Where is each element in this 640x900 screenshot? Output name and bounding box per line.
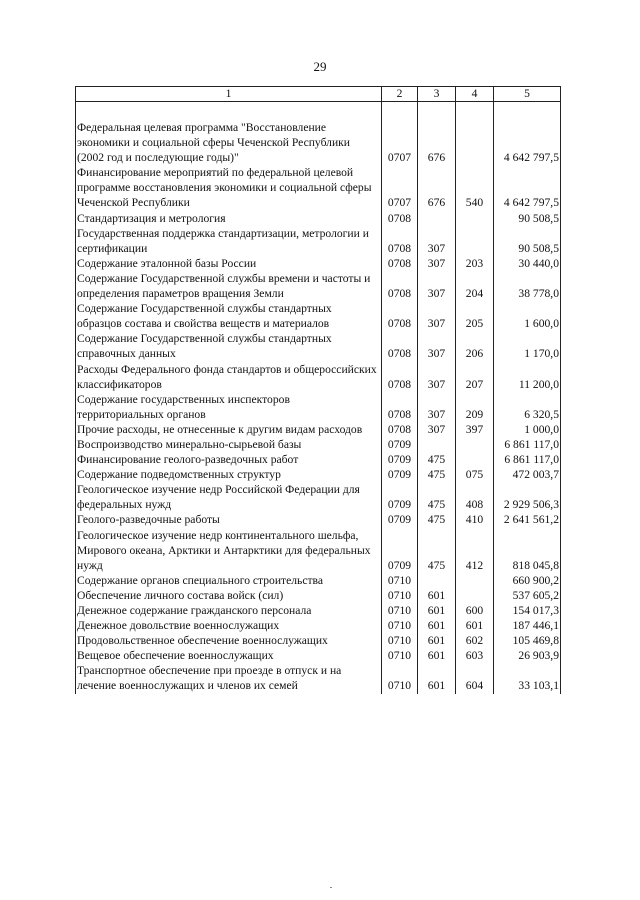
row-expense-code [456, 437, 494, 452]
row-name: Прочие расходы, не отнесенные к другим видам расходов [76, 422, 382, 437]
row-expense-code: 205 [456, 301, 494, 331]
table-row [76, 573, 561, 588]
row-name: Государственная поддержка стандартизации, метрологии и сертификации [76, 226, 382, 256]
row-name: Финансирование геолого-разведочных работ [76, 452, 382, 467]
row-amount: 2 929 506,3 [494, 482, 561, 512]
table-row [76, 256, 561, 271]
row-expense-code: 412 [456, 528, 494, 573]
row-amount: 6 861 117,0 [494, 437, 561, 452]
row-expense-code [456, 573, 494, 588]
row-target-code: 307 [418, 362, 456, 392]
row-section-code: 0708 [382, 331, 418, 361]
row-target-code: 307 [418, 226, 456, 256]
row-amount: 154 017,3 [494, 603, 561, 618]
row-section-code: 0709 [382, 437, 418, 452]
row-expense-code [456, 211, 494, 226]
row-section-code: 0709 [382, 512, 418, 527]
row-name: Геологическое изучение недр Российской Федерации для федеральных нужд [76, 482, 382, 512]
table-row [76, 120, 561, 165]
table-row [76, 362, 561, 392]
row-amount: 4 642 797,5 [494, 165, 561, 210]
table-row [76, 482, 561, 512]
row-target-code: 307 [418, 331, 456, 361]
table-row [76, 528, 561, 573]
row-section-code: 0709 [382, 452, 418, 467]
row-expense-code: 408 [456, 482, 494, 512]
row-expense-code [456, 226, 494, 256]
table-row [76, 648, 561, 663]
row-section-code: 0710 [382, 663, 418, 693]
row-expense-code: 602 [456, 633, 494, 648]
row-section-code: 0710 [382, 618, 418, 633]
table-row [76, 392, 561, 422]
row-target-code: 601 [418, 603, 456, 618]
table-row [76, 331, 561, 361]
row-amount: 33 103,1 [494, 663, 561, 693]
row-amount: 2 641 561,2 [494, 512, 561, 527]
row-target-code: 676 [418, 165, 456, 210]
row-expense-code [456, 120, 494, 165]
table-row [76, 422, 561, 437]
row-amount: 6 320,5 [494, 392, 561, 422]
row-amount: 537 605,2 [494, 588, 561, 603]
row-name: Содержание Государственной службы стандартных справочных данных [76, 331, 382, 361]
table-row [76, 618, 561, 633]
row-amount: 38 778,0 [494, 271, 561, 301]
page-number: 29 [313, 59, 327, 74]
table-spacer-row [76, 102, 561, 121]
row-section-code: 0710 [382, 603, 418, 618]
row-name: Денежное довольствие военнослужащих [76, 618, 382, 633]
row-name: Содержание органов специального строительства [76, 573, 382, 588]
row-expense-code: 603 [456, 648, 494, 663]
row-target-code: 307 [418, 256, 456, 271]
row-expense-code: 540 [456, 165, 494, 210]
row-target-code: 307 [418, 392, 456, 422]
table-row [76, 512, 561, 527]
row-section-code: 0708 [382, 226, 418, 256]
table-row [76, 271, 561, 301]
row-expense-code: 600 [456, 603, 494, 618]
row-target-code: 475 [418, 452, 456, 467]
row-name: Содержание эталонной базы России [76, 256, 382, 271]
row-target-code [418, 211, 456, 226]
row-target-code: 601 [418, 633, 456, 648]
row-expense-code: 206 [456, 331, 494, 361]
row-section-code: 0710 [382, 573, 418, 588]
row-name: Финансирование мероприятий по федеральной целевой программе восстановления экономики и социальной сферы Чеченской Республики [76, 165, 382, 210]
row-name: Содержание подведомственных структур [76, 467, 382, 482]
row-section-code: 0707 [382, 165, 418, 210]
row-amount: 105 469,8 [494, 633, 561, 648]
table-row [76, 467, 561, 482]
row-amount: 472 003,7 [494, 467, 561, 482]
row-expense-code: 601 [456, 618, 494, 633]
row-expense-code [456, 452, 494, 467]
row-expense-code [456, 588, 494, 603]
column-header-3: 3 [418, 87, 456, 102]
row-expense-code: 207 [456, 362, 494, 392]
row-expense-code: 209 [456, 392, 494, 422]
table-row [76, 603, 561, 618]
table-row [76, 452, 561, 467]
row-amount: 90 508,5 [494, 226, 561, 256]
row-name: Обеспечение личного состава войск (сил) [76, 588, 382, 603]
table-row [76, 301, 561, 331]
row-name: Геологическое изучение недр континентального шельфа, Мирового океана, Арктики и Антарктики для федеральных нужд [76, 528, 382, 573]
row-section-code: 0710 [382, 648, 418, 663]
row-target-code: 475 [418, 528, 456, 573]
scan-speck [330, 887, 332, 888]
row-name: Продовольственное обеспечение военнослужащих [76, 633, 382, 648]
row-name: Расходы Федерального фонда стандартов и общероссийских классификаторов [76, 362, 382, 392]
budget-table [75, 86, 561, 694]
row-target-code: 475 [418, 512, 456, 527]
row-name: Стандартизация и метрология [76, 211, 382, 226]
row-name: Содержание государственных инспекторов территориальных органов [76, 392, 382, 422]
column-header-1: 1 [76, 87, 382, 102]
row-section-code: 0708 [382, 301, 418, 331]
column-header-5: 5 [494, 87, 561, 102]
column-header-4: 4 [456, 87, 494, 102]
row-target-code: 475 [418, 467, 456, 482]
table-row [76, 165, 561, 210]
row-amount: 6 861 117,0 [494, 452, 561, 467]
row-section-code: 0708 [382, 392, 418, 422]
row-amount: 818 045,8 [494, 528, 561, 573]
row-amount: 90 508,5 [494, 211, 561, 226]
row-target-code: 307 [418, 271, 456, 301]
row-target-code [418, 437, 456, 452]
table-row [76, 437, 561, 452]
row-amount: 1 170,0 [494, 331, 561, 361]
row-name: Федеральная целевая программа "Восстановление экономики и социальной сферы Чеченской Республики (2002 год и последующие годы)" [76, 120, 382, 165]
row-target-code: 601 [418, 648, 456, 663]
row-section-code: 0708 [382, 362, 418, 392]
row-amount: 30 440,0 [494, 256, 561, 271]
table-row [76, 211, 561, 226]
row-section-code: 0708 [382, 271, 418, 301]
row-amount: 660 900,2 [494, 573, 561, 588]
table-row [76, 588, 561, 603]
row-amount: 1 600,0 [494, 301, 561, 331]
row-expense-code: 204 [456, 271, 494, 301]
row-section-code: 0708 [382, 211, 418, 226]
row-section-code: 0710 [382, 588, 418, 603]
table-header-row [76, 87, 561, 102]
row-section-code: 0708 [382, 256, 418, 271]
row-section-code: 0709 [382, 482, 418, 512]
row-amount: 1 000,0 [494, 422, 561, 437]
row-expense-code: 397 [456, 422, 494, 437]
row-target-code: 601 [418, 663, 456, 693]
row-name: Вещевое обеспечение военнослужащих [76, 648, 382, 663]
row-expense-code: 410 [456, 512, 494, 527]
table-body [76, 102, 561, 694]
table-row [76, 633, 561, 648]
row-name: Содержание Государственной службы стандартных образцов состава и свойства веществ и материалов [76, 301, 382, 331]
row-expense-code: 075 [456, 467, 494, 482]
row-amount: 26 903,9 [494, 648, 561, 663]
row-target-code: 307 [418, 301, 456, 331]
row-target-code [418, 573, 456, 588]
row-expense-code: 203 [456, 256, 494, 271]
row-amount: 11 200,0 [494, 362, 561, 392]
row-target-code: 601 [418, 618, 456, 633]
row-amount: 4 642 797,5 [494, 120, 561, 165]
row-section-code: 0707 [382, 120, 418, 165]
row-section-code: 0708 [382, 422, 418, 437]
column-header-2: 2 [382, 87, 418, 102]
row-name: Содержание Государственной службы времени и частоты и определения параметров вращения Земли [76, 271, 382, 301]
table-row [76, 663, 561, 693]
row-target-code: 307 [418, 422, 456, 437]
row-amount: 187 446,1 [494, 618, 561, 633]
row-section-code: 0710 [382, 633, 418, 648]
row-target-code: 676 [418, 120, 456, 165]
row-target-code: 475 [418, 482, 456, 512]
row-section-code: 0709 [382, 528, 418, 573]
row-name: Транспортное обеспечение при проезде в отпуск и на лечение военнослужащих и членов их семей [76, 663, 382, 693]
row-expense-code: 604 [456, 663, 494, 693]
row-name: Денежное содержание гражданского персонала [76, 603, 382, 618]
row-target-code: 601 [418, 588, 456, 603]
row-name: Геолого-разведочные работы [76, 512, 382, 527]
table-row [76, 226, 561, 256]
row-section-code: 0709 [382, 467, 418, 482]
row-name: Воспроизводство минерально-сырьевой базы [76, 437, 382, 452]
